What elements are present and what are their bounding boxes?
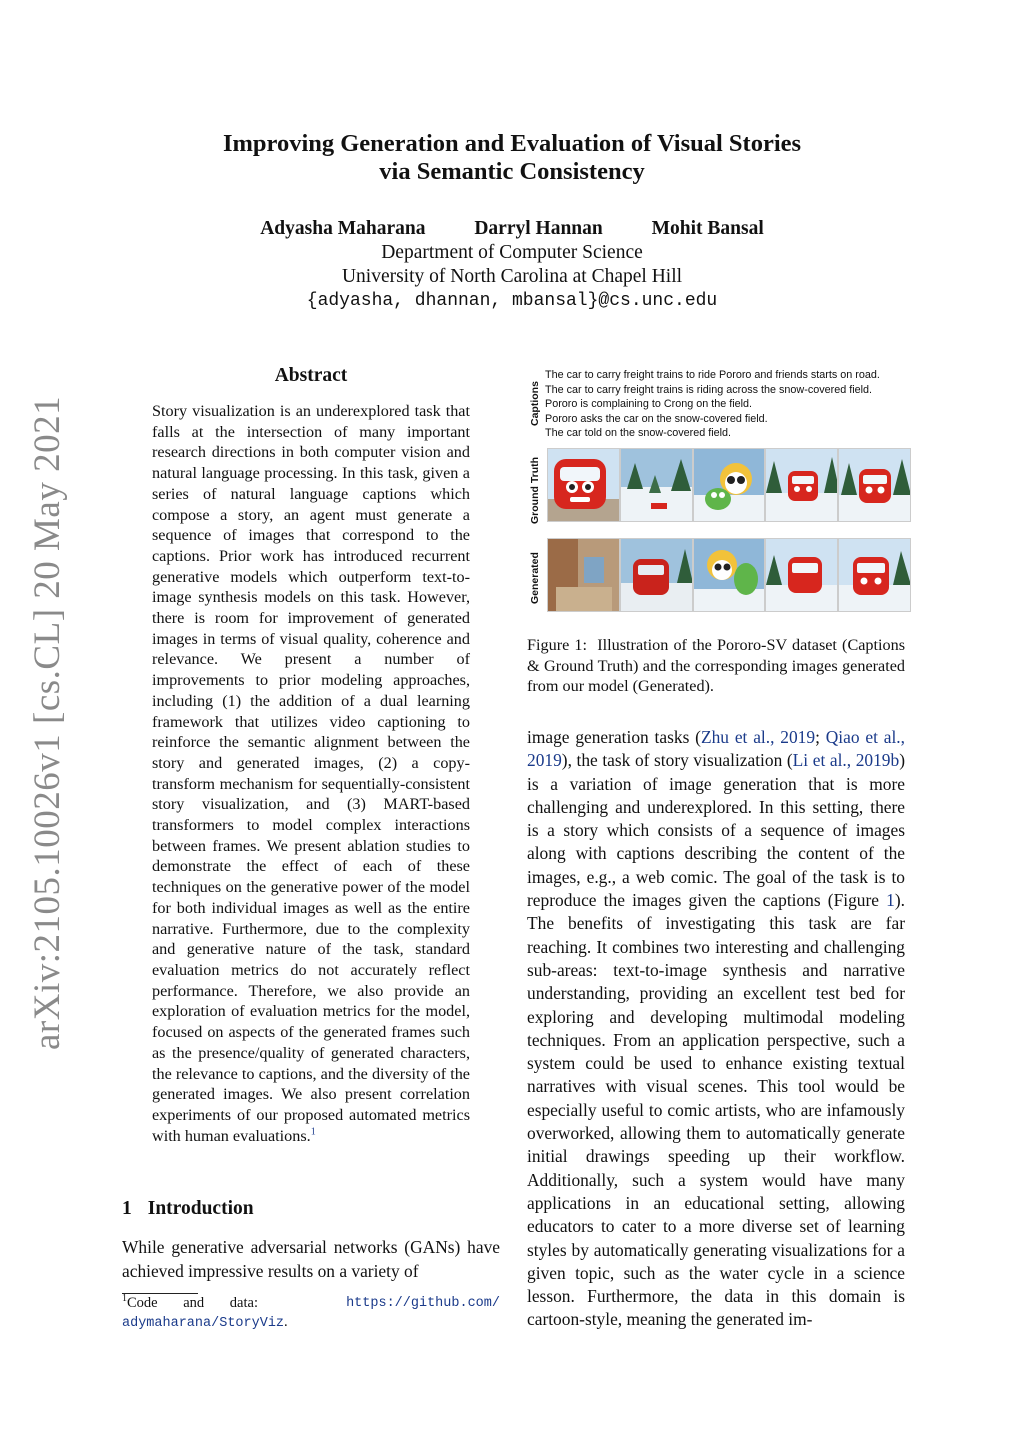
footnote [122,1294,500,1333]
row-label-generated: Generated [529,552,541,604]
ground-truth-frame [765,448,838,522]
generated-car-image [621,539,693,612]
author-names [120,217,904,241]
abstract-heading: Abstract [274,365,348,386]
car-on-snowy-field-image [839,449,911,522]
generated-frame [547,538,620,612]
generated-image-strip [547,538,911,612]
intro-text-segment: ) is a variation of image generation that is more challenging and underexplored. In this setting, there is a story which consists of a sequence of images along with captions describing the content of the images, e.g., a web comic. The goal of the task is to reproduce the images given the captions (Figure [527,750,905,911]
author-name: Darryl Hannan [474,218,603,239]
author-emails: {adyasha, dhannan, mbansal}@cs.unc.edu [306,291,718,311]
figure-caption-label: Figure 1: [527,636,587,654]
red-car-close-up-image [548,449,620,522]
generated-frame [838,538,911,612]
ground-truth-image-strip [547,448,911,522]
generated-frame [620,538,693,612]
figure-caption-line: The car to carry freight trains is riding across the snow-covered field. [545,383,873,396]
introduction-left-text: While generative adversarial networks (GANs) have achieved impressive results on a variety of [122,1237,500,1281]
affiliation-university: University of North Carolina at Chapel Hill [341,266,683,287]
intro-text-segment: image generation tasks ( [527,727,701,747]
section-number: 1 [122,1198,132,1219]
ground-truth-frame [693,448,766,522]
introduction-right-text [527,726,905,1332]
section-title: Introduction [147,1198,254,1219]
generated-pororo-crong-image [694,539,766,612]
footnote-number: 1 [122,1293,127,1305]
intro-text-segment: ). The benefits of investigating this task are far reaching. It combines two interesting and challenging sub-areas: text-to-image synthesis and narrative understanding, providing an excellent test bed for exploring and developing multimodal modeling techniques. From an application perspective, such a system could be used to enhance existing textual narratives with visual scenes. This tool would be especially useful to comic artists, who are infamously overworked, allowing them to automatically generate initial drawings speeding up their workflow. Additionally, such a system would have many applications in an educational setting, allowing educators to cater to a more diverse set of learning styles by automatically generating visualizations for a given topic, such as the water cycle in a science lesson. Furthermore, the data in this domain is cartoon-style, meaning the generated im- [527,890,905,1330]
figure-reference-link[interactable]: 1 [886,890,895,911]
intro-text-segment: ; [815,727,826,747]
author-name: Mohit Bansal [651,218,764,239]
citation-link[interactable]: Zhu et al., 2019 [700,727,816,747]
generated-frame [765,538,838,612]
generated-car-on-field-image [839,539,911,612]
title-line-2: via Semantic Consistency [379,158,645,185]
abstract-body [152,401,470,1146]
author-name: Adyasha Maharana [260,218,426,239]
citation-link[interactable]: Qiao et al., 2019 [527,727,906,771]
figure-caption-line: The car told on the snow-covered field. [545,427,732,440]
figure-caption-text: Illustration of the Pororo-SV dataset (Captions & Ground Truth) and the corresponding images generated from our model (Generated). [527,636,906,696]
figure-1-caption [527,635,905,697]
arxiv-identifier-stamp: arXiv:2105.10026v1 [cs.CL] 20 May 2021 [27,395,68,1050]
ground-truth-frame [838,448,911,522]
pororo-and-crong-image [694,449,766,522]
snowy-field-image [621,449,693,522]
generated-indoor-scene-image [548,539,620,612]
footnote-label: Code and data: [127,1295,258,1311]
footnote-url-part-2[interactable]: adymaharana/StoryViz [122,1316,285,1331]
footnote-url-part-1[interactable]: https://github.com/ [346,1296,500,1311]
section-heading-introduction [122,1198,254,1220]
figure-caption-line: The car to carry freight trains to ride Pororo and friends starts on road. [545,369,880,381]
title-line-1: Improving Generation and Evaluation of Visual Stories [222,130,802,157]
row-label-captions: Captions [529,381,541,426]
footnote-marker[interactable]: 1 [310,1126,316,1138]
ground-truth-frame [620,448,693,522]
generated-car-in-snow-image [766,539,838,612]
abstract-text: Story visualization is an underexplored task that falls at the intersection of many important research directions in both computer vision and natural language processing. In this task, given a series of natural language captions which compose a story, an agent must generate a sequence of images that correspond to the captions. Prior work has introduced recurrent generative models which outperform text-to-image synthesis models on this task. However, there is room for improvement of generated images in terms of visual quality, coherence and relevance. We present a number of improvements to prior modeling approaches, including (1) the addition of a dual learning framework that utilizes video captioning to reinforce the semantic alignment between the story and generated images, (2) a copy-transform mechanism for sequentially-consistent story visualization, and (3) MART-based transformers to model complex interactions between frames. We present ablation studies to demonstrate the effect of each of these techniques on the generative power of the model for both individual images as well as the entire narrative. Furthermore, due to the complexity and generative nature of the task, standard evaluation metrics do not accurately reflect performance. Therefore, we also provide an exploration of evaluation metrics for the model, focused on aspects of the generated frames such as the presence/quality of generated characters, the relevance to captions, and the diversity of the generated images. We also present correlation experiments of our proposed automated metrics with human evaluations. [152,402,470,1145]
car-in-snow-image [766,449,838,522]
paper-title [120,130,904,186]
footnote-end: . [284,1314,288,1330]
row-label-ground-truth: Ground Truth [529,456,541,524]
figure-caption-line: Pororo is complaining to Crong on the field. [545,398,753,411]
intro-text-segment: ), the task of story visualization ( [561,750,793,771]
figure-captions-list [545,368,880,441]
affiliation-department: Department of Computer Science [381,242,643,263]
author-block [120,217,904,313]
citation-link[interactable]: Li et al., 2019b [792,750,900,771]
figure-1 [527,366,911,616]
generated-frame [693,538,766,612]
ground-truth-frame [547,448,620,522]
figure-caption-line: Pororo asks the car on the snow-covered field. [545,412,768,425]
left-column [122,365,500,1146]
